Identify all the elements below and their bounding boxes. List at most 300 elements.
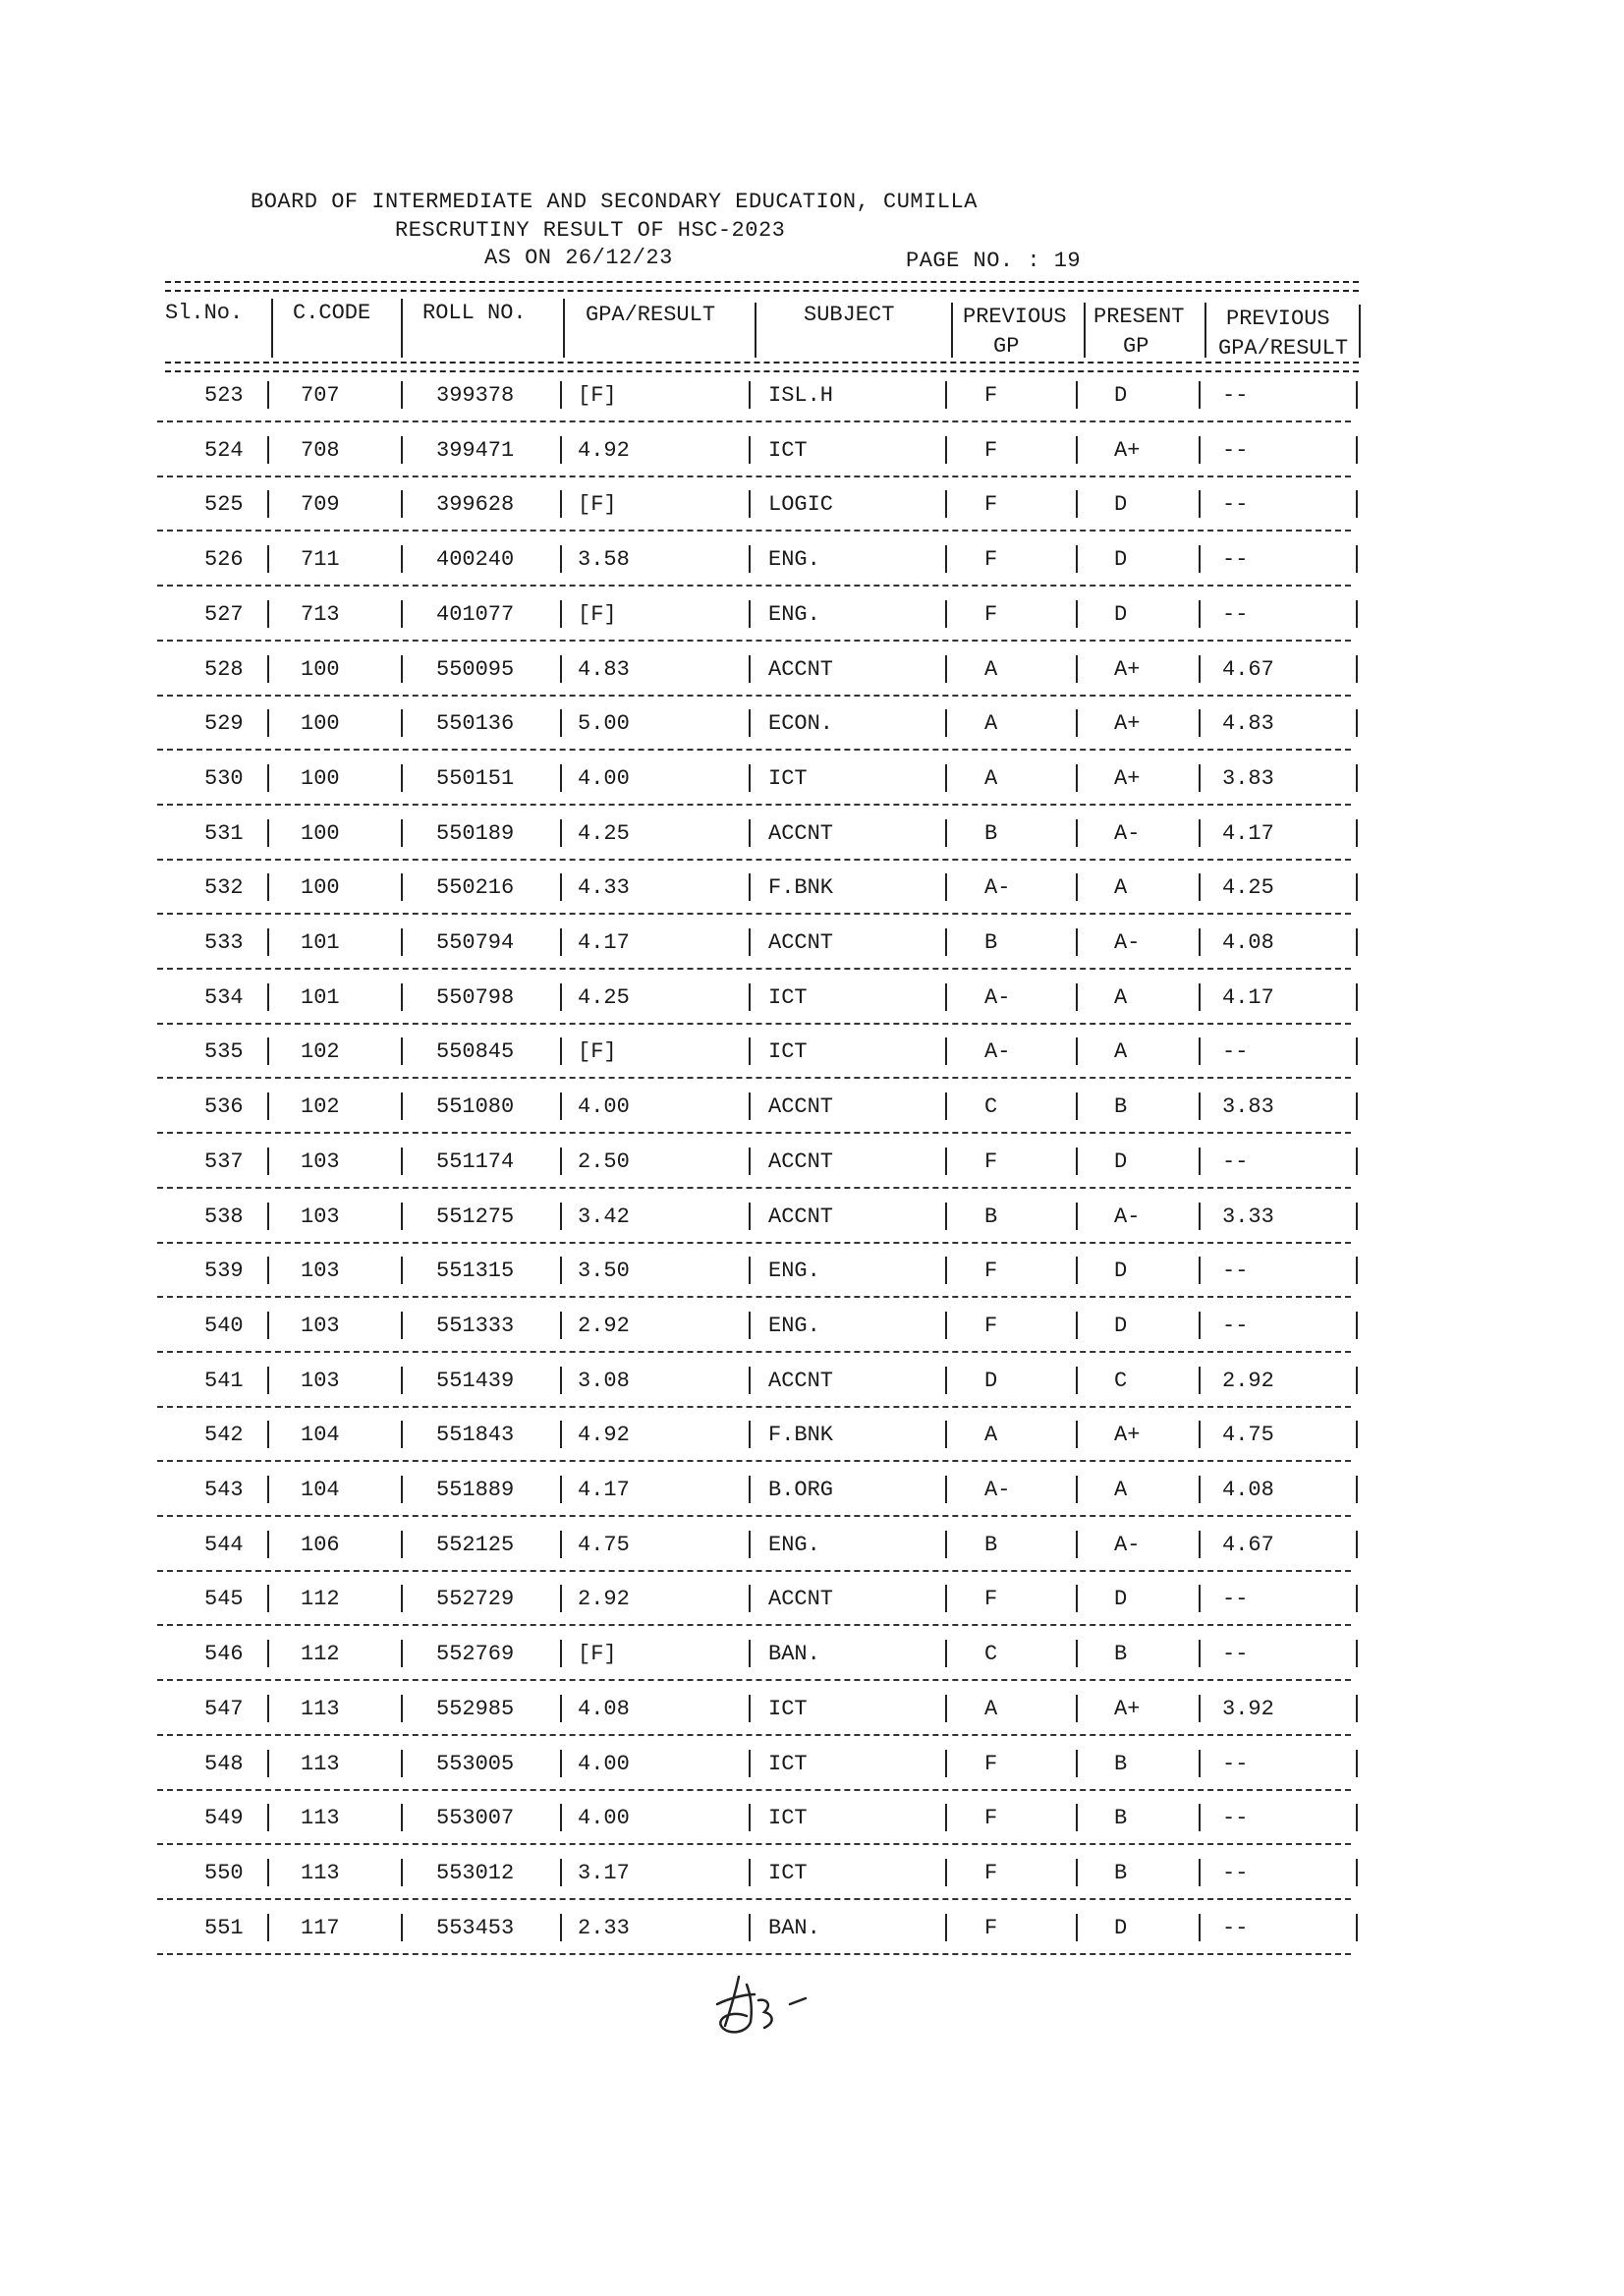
cell-gpa: 4.00 bbox=[578, 1752, 630, 1776]
cell-gpa: 3.08 bbox=[578, 1369, 630, 1393]
row-separator bbox=[157, 1132, 1351, 1134]
column-divider bbox=[1076, 1695, 1078, 1722]
cell-prev-result: -- bbox=[1222, 492, 1249, 517]
row-separator bbox=[157, 1570, 1351, 1572]
cell-code: 711 bbox=[301, 547, 340, 572]
cell-sl: 523 bbox=[204, 383, 244, 408]
column-divider bbox=[945, 436, 947, 464]
table-row bbox=[157, 1144, 1366, 1199]
cell-sl: 548 bbox=[204, 1752, 244, 1776]
column-divider bbox=[1076, 1092, 1078, 1120]
cell-subject: ACCNT bbox=[768, 1369, 834, 1393]
cell-sl: 547 bbox=[204, 1697, 244, 1721]
column-divider bbox=[1199, 1257, 1201, 1284]
header-divider bbox=[563, 299, 565, 358]
cell-roll: 553453 bbox=[436, 1916, 515, 1940]
cell-sl: 537 bbox=[204, 1149, 244, 1174]
cell-roll: 551080 bbox=[436, 1094, 515, 1119]
column-divider bbox=[267, 1092, 269, 1120]
column-divider bbox=[401, 1312, 403, 1339]
column-divider bbox=[1076, 1750, 1078, 1777]
cell-sl: 550 bbox=[204, 1861, 244, 1885]
cell-roll: 401077 bbox=[436, 602, 515, 627]
column-divider bbox=[267, 1257, 269, 1284]
column-divider bbox=[1356, 1367, 1358, 1394]
column-divider bbox=[401, 1750, 403, 1777]
column-divider bbox=[560, 490, 562, 518]
column-divider bbox=[749, 655, 751, 683]
column-divider bbox=[1199, 764, 1201, 792]
column-divider bbox=[1199, 1914, 1201, 1941]
cell-code: 113 bbox=[301, 1806, 340, 1830]
table-row bbox=[157, 1800, 1366, 1855]
cell-code: 113 bbox=[301, 1752, 340, 1776]
col-pres-gp: PRESENT bbox=[1093, 305, 1185, 329]
column-divider bbox=[560, 1859, 562, 1886]
cell-sl: 526 bbox=[204, 547, 244, 572]
column-divider bbox=[560, 1804, 562, 1831]
cell-pres-gp: D bbox=[1114, 1149, 1128, 1174]
cell-pres-gp: D bbox=[1114, 602, 1128, 627]
cell-roll: 552125 bbox=[436, 1533, 515, 1557]
cell-subject: ICT bbox=[768, 438, 808, 463]
cell-prev-result: -- bbox=[1222, 1259, 1249, 1283]
column-divider bbox=[749, 1421, 751, 1448]
cell-subject: BAN. bbox=[768, 1916, 820, 1940]
column-divider bbox=[1076, 1421, 1078, 1448]
column-divider bbox=[1076, 1476, 1078, 1503]
column-divider bbox=[560, 1312, 562, 1339]
column-divider bbox=[267, 709, 269, 737]
column-divider bbox=[1076, 1640, 1078, 1667]
cell-sl: 536 bbox=[204, 1094, 244, 1119]
cell-gpa: [F] bbox=[578, 492, 617, 517]
col-sl: Sl.No. bbox=[165, 301, 244, 325]
cell-prev-result: 4.83 bbox=[1222, 711, 1274, 736]
column-divider bbox=[1076, 764, 1078, 792]
column-divider bbox=[267, 928, 269, 956]
row-separator bbox=[157, 1187, 1351, 1189]
column-divider bbox=[267, 1695, 269, 1722]
cell-roll: 550151 bbox=[436, 766, 515, 791]
column-divider bbox=[401, 1203, 403, 1230]
column-divider bbox=[267, 545, 269, 573]
column-divider bbox=[560, 1037, 562, 1065]
cell-code: 103 bbox=[301, 1149, 340, 1174]
column-divider bbox=[401, 490, 403, 518]
cell-roll: 399471 bbox=[436, 438, 515, 463]
column-divider bbox=[749, 1148, 751, 1175]
column-divider bbox=[1199, 1203, 1201, 1230]
column-divider bbox=[1356, 1203, 1358, 1230]
column-divider bbox=[560, 819, 562, 847]
column-divider bbox=[749, 490, 751, 518]
column-divider bbox=[267, 1148, 269, 1175]
column-divider bbox=[749, 1695, 751, 1722]
cell-pres-gp: A+ bbox=[1114, 657, 1141, 682]
header-top-rule bbox=[165, 281, 1359, 292]
cell-prev-result: -- bbox=[1222, 383, 1249, 408]
column-divider bbox=[560, 655, 562, 683]
column-divider bbox=[560, 436, 562, 464]
column-divider bbox=[1356, 1695, 1358, 1722]
cell-prev-result: -- bbox=[1222, 1806, 1249, 1830]
column-divider bbox=[267, 983, 269, 1011]
column-divider bbox=[1356, 764, 1358, 792]
cell-sl: 535 bbox=[204, 1039, 244, 1064]
column-divider bbox=[1356, 545, 1358, 573]
cell-pres-gp: A bbox=[1114, 1478, 1128, 1502]
row-separator bbox=[157, 859, 1351, 861]
column-divider bbox=[267, 1203, 269, 1230]
cell-subject: ICT bbox=[768, 985, 808, 1010]
cell-sl: 545 bbox=[204, 1587, 244, 1611]
column-divider bbox=[1199, 819, 1201, 847]
cell-prev-gp: A bbox=[984, 657, 998, 682]
column-divider bbox=[560, 1640, 562, 1667]
column-divider bbox=[1356, 1859, 1358, 1886]
column-divider bbox=[1356, 1804, 1358, 1831]
column-divider bbox=[560, 1695, 562, 1722]
column-divider bbox=[1356, 873, 1358, 901]
cell-prev-result: -- bbox=[1222, 1642, 1249, 1666]
column-divider bbox=[945, 928, 947, 956]
cell-subject: ENG. bbox=[768, 602, 820, 627]
cell-subject: ICT bbox=[768, 1039, 808, 1064]
cell-roll: 552769 bbox=[436, 1642, 515, 1666]
column-divider bbox=[1199, 1859, 1201, 1886]
cell-sl: 544 bbox=[204, 1533, 244, 1557]
signature bbox=[707, 1965, 825, 2044]
column-divider bbox=[560, 709, 562, 737]
as-on-date: AS ON 26/12/23 bbox=[484, 246, 673, 270]
row-separator bbox=[157, 1624, 1351, 1626]
col-prev-gp: PREVIOUS bbox=[963, 305, 1067, 329]
cell-subject: ACCNT bbox=[768, 930, 834, 955]
cell-pres-gp: A- bbox=[1114, 1204, 1141, 1229]
column-divider bbox=[749, 1640, 751, 1667]
cell-pres-gp: D bbox=[1114, 1314, 1128, 1338]
table-row bbox=[157, 1253, 1366, 1308]
cell-prev-gp: F bbox=[984, 383, 998, 408]
cell-prev-gp: C bbox=[984, 1642, 998, 1666]
cell-code: 113 bbox=[301, 1861, 340, 1885]
col-roll: ROLL NO. bbox=[422, 301, 527, 325]
row-separator bbox=[157, 804, 1351, 806]
cell-sl: 527 bbox=[204, 602, 244, 627]
cell-code: 100 bbox=[301, 766, 340, 791]
column-divider bbox=[401, 1367, 403, 1394]
column-divider bbox=[1076, 1037, 1078, 1065]
cell-code: 104 bbox=[301, 1423, 340, 1447]
column-divider bbox=[267, 1804, 269, 1831]
row-separator bbox=[157, 420, 1351, 422]
column-divider bbox=[267, 1312, 269, 1339]
cell-subject: BAN. bbox=[768, 1642, 820, 1666]
column-divider bbox=[1076, 1148, 1078, 1175]
table-row bbox=[157, 651, 1366, 706]
cell-sl: 542 bbox=[204, 1423, 244, 1447]
column-divider bbox=[749, 1312, 751, 1339]
cell-prev-gp: B bbox=[984, 930, 998, 955]
column-divider bbox=[267, 1037, 269, 1065]
column-divider bbox=[560, 1914, 562, 1941]
column-divider bbox=[1199, 873, 1201, 901]
column-divider bbox=[401, 764, 403, 792]
cell-roll: 551843 bbox=[436, 1423, 515, 1447]
cell-subject: ICT bbox=[768, 766, 808, 791]
cell-code: 112 bbox=[301, 1642, 340, 1666]
cell-roll: 550095 bbox=[436, 657, 515, 682]
column-divider bbox=[1356, 436, 1358, 464]
cell-prev-result: 3.83 bbox=[1222, 1094, 1274, 1119]
table-row bbox=[157, 1417, 1366, 1472]
row-separator bbox=[157, 1460, 1351, 1462]
row-separator bbox=[157, 1789, 1351, 1791]
column-divider bbox=[1076, 1585, 1078, 1612]
cell-prev-result: 4.17 bbox=[1222, 985, 1274, 1010]
cell-prev-result: 4.25 bbox=[1222, 875, 1274, 900]
cell-prev-gp: A- bbox=[984, 1039, 1011, 1064]
cell-subject: ECON. bbox=[768, 711, 834, 736]
column-divider bbox=[749, 1203, 751, 1230]
column-divider bbox=[401, 1804, 403, 1831]
cell-code: 104 bbox=[301, 1478, 340, 1502]
cell-prev-result: 3.33 bbox=[1222, 1204, 1274, 1229]
cell-code: 713 bbox=[301, 602, 340, 627]
cell-roll: 550798 bbox=[436, 985, 515, 1010]
column-divider bbox=[1199, 1476, 1201, 1503]
col-prev-gp-2: GP bbox=[993, 334, 1020, 359]
column-divider bbox=[945, 1804, 947, 1831]
cell-sl: 530 bbox=[204, 766, 244, 791]
column-divider bbox=[945, 1476, 947, 1503]
cell-prev-result: -- bbox=[1222, 1587, 1249, 1611]
cell-sl: 546 bbox=[204, 1642, 244, 1666]
column-divider bbox=[1199, 1092, 1201, 1120]
cell-pres-gp: C bbox=[1114, 1369, 1128, 1393]
row-separator bbox=[157, 640, 1351, 642]
cell-prev-gp: F bbox=[984, 1916, 998, 1940]
column-divider bbox=[1356, 1914, 1358, 1941]
cell-roll: 553007 bbox=[436, 1806, 515, 1830]
cell-pres-gp: D bbox=[1114, 547, 1128, 572]
cell-roll: 551174 bbox=[436, 1149, 515, 1174]
cell-code: 709 bbox=[301, 492, 340, 517]
cell-prev-gp: A- bbox=[984, 1478, 1011, 1502]
row-separator bbox=[157, 1296, 1351, 1298]
cell-prev-gp: F bbox=[984, 1149, 998, 1174]
column-divider bbox=[1199, 436, 1201, 464]
cell-code: 101 bbox=[301, 985, 340, 1010]
column-divider bbox=[1199, 1531, 1201, 1558]
cell-prev-result: -- bbox=[1222, 1861, 1249, 1885]
cell-subject: LOGIC bbox=[768, 492, 834, 517]
column-divider bbox=[401, 1092, 403, 1120]
column-divider bbox=[945, 1531, 947, 1558]
cell-roll: 551275 bbox=[436, 1204, 515, 1229]
column-divider bbox=[560, 764, 562, 792]
cell-pres-gp: D bbox=[1114, 1916, 1128, 1940]
cell-roll: 399628 bbox=[436, 492, 515, 517]
row-separator bbox=[157, 913, 1351, 915]
cell-code: 100 bbox=[301, 711, 340, 736]
column-divider bbox=[1199, 709, 1201, 737]
column-divider bbox=[1076, 983, 1078, 1011]
column-divider bbox=[401, 436, 403, 464]
cell-gpa: [F] bbox=[578, 1642, 617, 1666]
header-divider bbox=[271, 299, 273, 358]
cell-roll: 553005 bbox=[436, 1752, 515, 1776]
cell-code: 103 bbox=[301, 1314, 340, 1338]
column-divider bbox=[560, 1585, 562, 1612]
column-divider bbox=[560, 1531, 562, 1558]
column-divider bbox=[749, 1804, 751, 1831]
cell-gpa: 4.25 bbox=[578, 985, 630, 1010]
column-divider bbox=[560, 381, 562, 409]
cell-prev-gp: F bbox=[984, 1314, 998, 1338]
cell-roll: 551315 bbox=[436, 1259, 515, 1283]
cell-subject: ENG. bbox=[768, 1259, 820, 1283]
row-separator bbox=[157, 1077, 1351, 1079]
column-divider bbox=[1356, 1585, 1358, 1612]
column-divider bbox=[401, 928, 403, 956]
col-gpa: GPA/RESULT bbox=[586, 303, 716, 327]
cell-gpa: [F] bbox=[578, 602, 617, 627]
header-divider bbox=[1084, 303, 1086, 358]
column-divider bbox=[1356, 1640, 1358, 1667]
column-divider bbox=[749, 1531, 751, 1558]
column-divider bbox=[945, 1203, 947, 1230]
cell-prev-gp: D bbox=[984, 1369, 998, 1393]
column-divider bbox=[401, 819, 403, 847]
table-header bbox=[165, 295, 1359, 362]
row-separator bbox=[157, 1679, 1351, 1681]
table-row bbox=[157, 924, 1366, 980]
column-divider bbox=[1076, 655, 1078, 683]
header-divider bbox=[1359, 305, 1361, 358]
header-bottom-rule bbox=[165, 362, 1359, 372]
cell-gpa: 2.50 bbox=[578, 1149, 630, 1174]
cell-gpa: 4.17 bbox=[578, 1478, 630, 1502]
cell-pres-gp: A+ bbox=[1114, 766, 1141, 791]
column-divider bbox=[1356, 1531, 1358, 1558]
column-divider bbox=[401, 873, 403, 901]
column-divider bbox=[267, 436, 269, 464]
column-divider bbox=[945, 1037, 947, 1065]
column-divider bbox=[749, 436, 751, 464]
column-divider bbox=[401, 545, 403, 573]
table-row bbox=[157, 1910, 1366, 1965]
cell-prev-gp: F bbox=[984, 1587, 998, 1611]
cell-prev-gp: A bbox=[984, 1423, 998, 1447]
column-divider bbox=[1356, 928, 1358, 956]
cell-sl: 525 bbox=[204, 492, 244, 517]
column-divider bbox=[1356, 709, 1358, 737]
col-prev-result: PREVIOUS bbox=[1226, 307, 1330, 331]
column-divider bbox=[749, 1750, 751, 1777]
column-divider bbox=[945, 1914, 947, 1941]
column-divider bbox=[1199, 1640, 1201, 1667]
column-divider bbox=[560, 600, 562, 628]
cell-roll: 400240 bbox=[436, 547, 515, 572]
column-divider bbox=[560, 1257, 562, 1284]
column-divider bbox=[1199, 928, 1201, 956]
cell-gpa: 4.25 bbox=[578, 821, 630, 846]
cell-gpa: 3.17 bbox=[578, 1861, 630, 1885]
column-divider bbox=[1076, 1804, 1078, 1831]
cell-roll: 550794 bbox=[436, 930, 515, 955]
table-row bbox=[157, 815, 1366, 870]
cell-sl: 549 bbox=[204, 1806, 244, 1830]
column-divider bbox=[401, 600, 403, 628]
column-divider bbox=[749, 1914, 751, 1941]
column-divider bbox=[1199, 1804, 1201, 1831]
cell-pres-gp: B bbox=[1114, 1806, 1128, 1830]
cell-pres-gp: A bbox=[1114, 985, 1128, 1010]
cell-prev-result: 4.08 bbox=[1222, 930, 1274, 955]
column-divider bbox=[1076, 1367, 1078, 1394]
cell-sl: 533 bbox=[204, 930, 244, 955]
cell-prev-result: 4.67 bbox=[1222, 1533, 1274, 1557]
table-row bbox=[157, 541, 1366, 596]
column-divider bbox=[749, 381, 751, 409]
cell-subject: F.BNK bbox=[768, 1423, 834, 1447]
cell-roll: 550845 bbox=[436, 1039, 515, 1064]
column-divider bbox=[267, 1531, 269, 1558]
row-separator bbox=[157, 1351, 1351, 1353]
table-row bbox=[157, 1034, 1366, 1089]
column-divider bbox=[945, 1421, 947, 1448]
row-separator bbox=[157, 476, 1351, 477]
column-divider bbox=[945, 1750, 947, 1777]
column-divider bbox=[267, 1421, 269, 1448]
column-divider bbox=[1076, 1531, 1078, 1558]
column-divider bbox=[945, 1092, 947, 1120]
cell-prev-gp: A bbox=[984, 1697, 998, 1721]
cell-roll: 553012 bbox=[436, 1861, 515, 1885]
cell-pres-gp: A bbox=[1114, 1039, 1128, 1064]
table-row bbox=[157, 1199, 1366, 1254]
cell-prev-result: -- bbox=[1222, 1916, 1249, 1940]
cell-subject: ICT bbox=[768, 1861, 808, 1885]
column-divider bbox=[1076, 490, 1078, 518]
column-divider bbox=[1356, 1312, 1358, 1339]
cell-gpa: 4.83 bbox=[578, 657, 630, 682]
cell-roll: 551889 bbox=[436, 1478, 515, 1502]
cell-gpa: 4.08 bbox=[578, 1697, 630, 1721]
row-separator bbox=[157, 1843, 1351, 1845]
cell-pres-gp: A bbox=[1114, 875, 1128, 900]
cell-gpa: 3.50 bbox=[578, 1259, 630, 1283]
cell-prev-gp: F bbox=[984, 1752, 998, 1776]
column-divider bbox=[267, 655, 269, 683]
column-divider bbox=[945, 1695, 947, 1722]
column-divider bbox=[749, 764, 751, 792]
cell-roll: 550189 bbox=[436, 821, 515, 846]
column-divider bbox=[1199, 600, 1201, 628]
cell-prev-gp: F bbox=[984, 602, 998, 627]
cell-pres-gp: A- bbox=[1114, 930, 1141, 955]
column-divider bbox=[945, 709, 947, 737]
cell-gpa: 2.33 bbox=[578, 1916, 630, 1940]
column-divider bbox=[1076, 1312, 1078, 1339]
cell-prev-result: -- bbox=[1222, 1314, 1249, 1338]
column-divider bbox=[560, 928, 562, 956]
column-divider bbox=[945, 1640, 947, 1667]
row-separator bbox=[157, 1734, 1351, 1736]
row-separator bbox=[157, 1406, 1351, 1408]
